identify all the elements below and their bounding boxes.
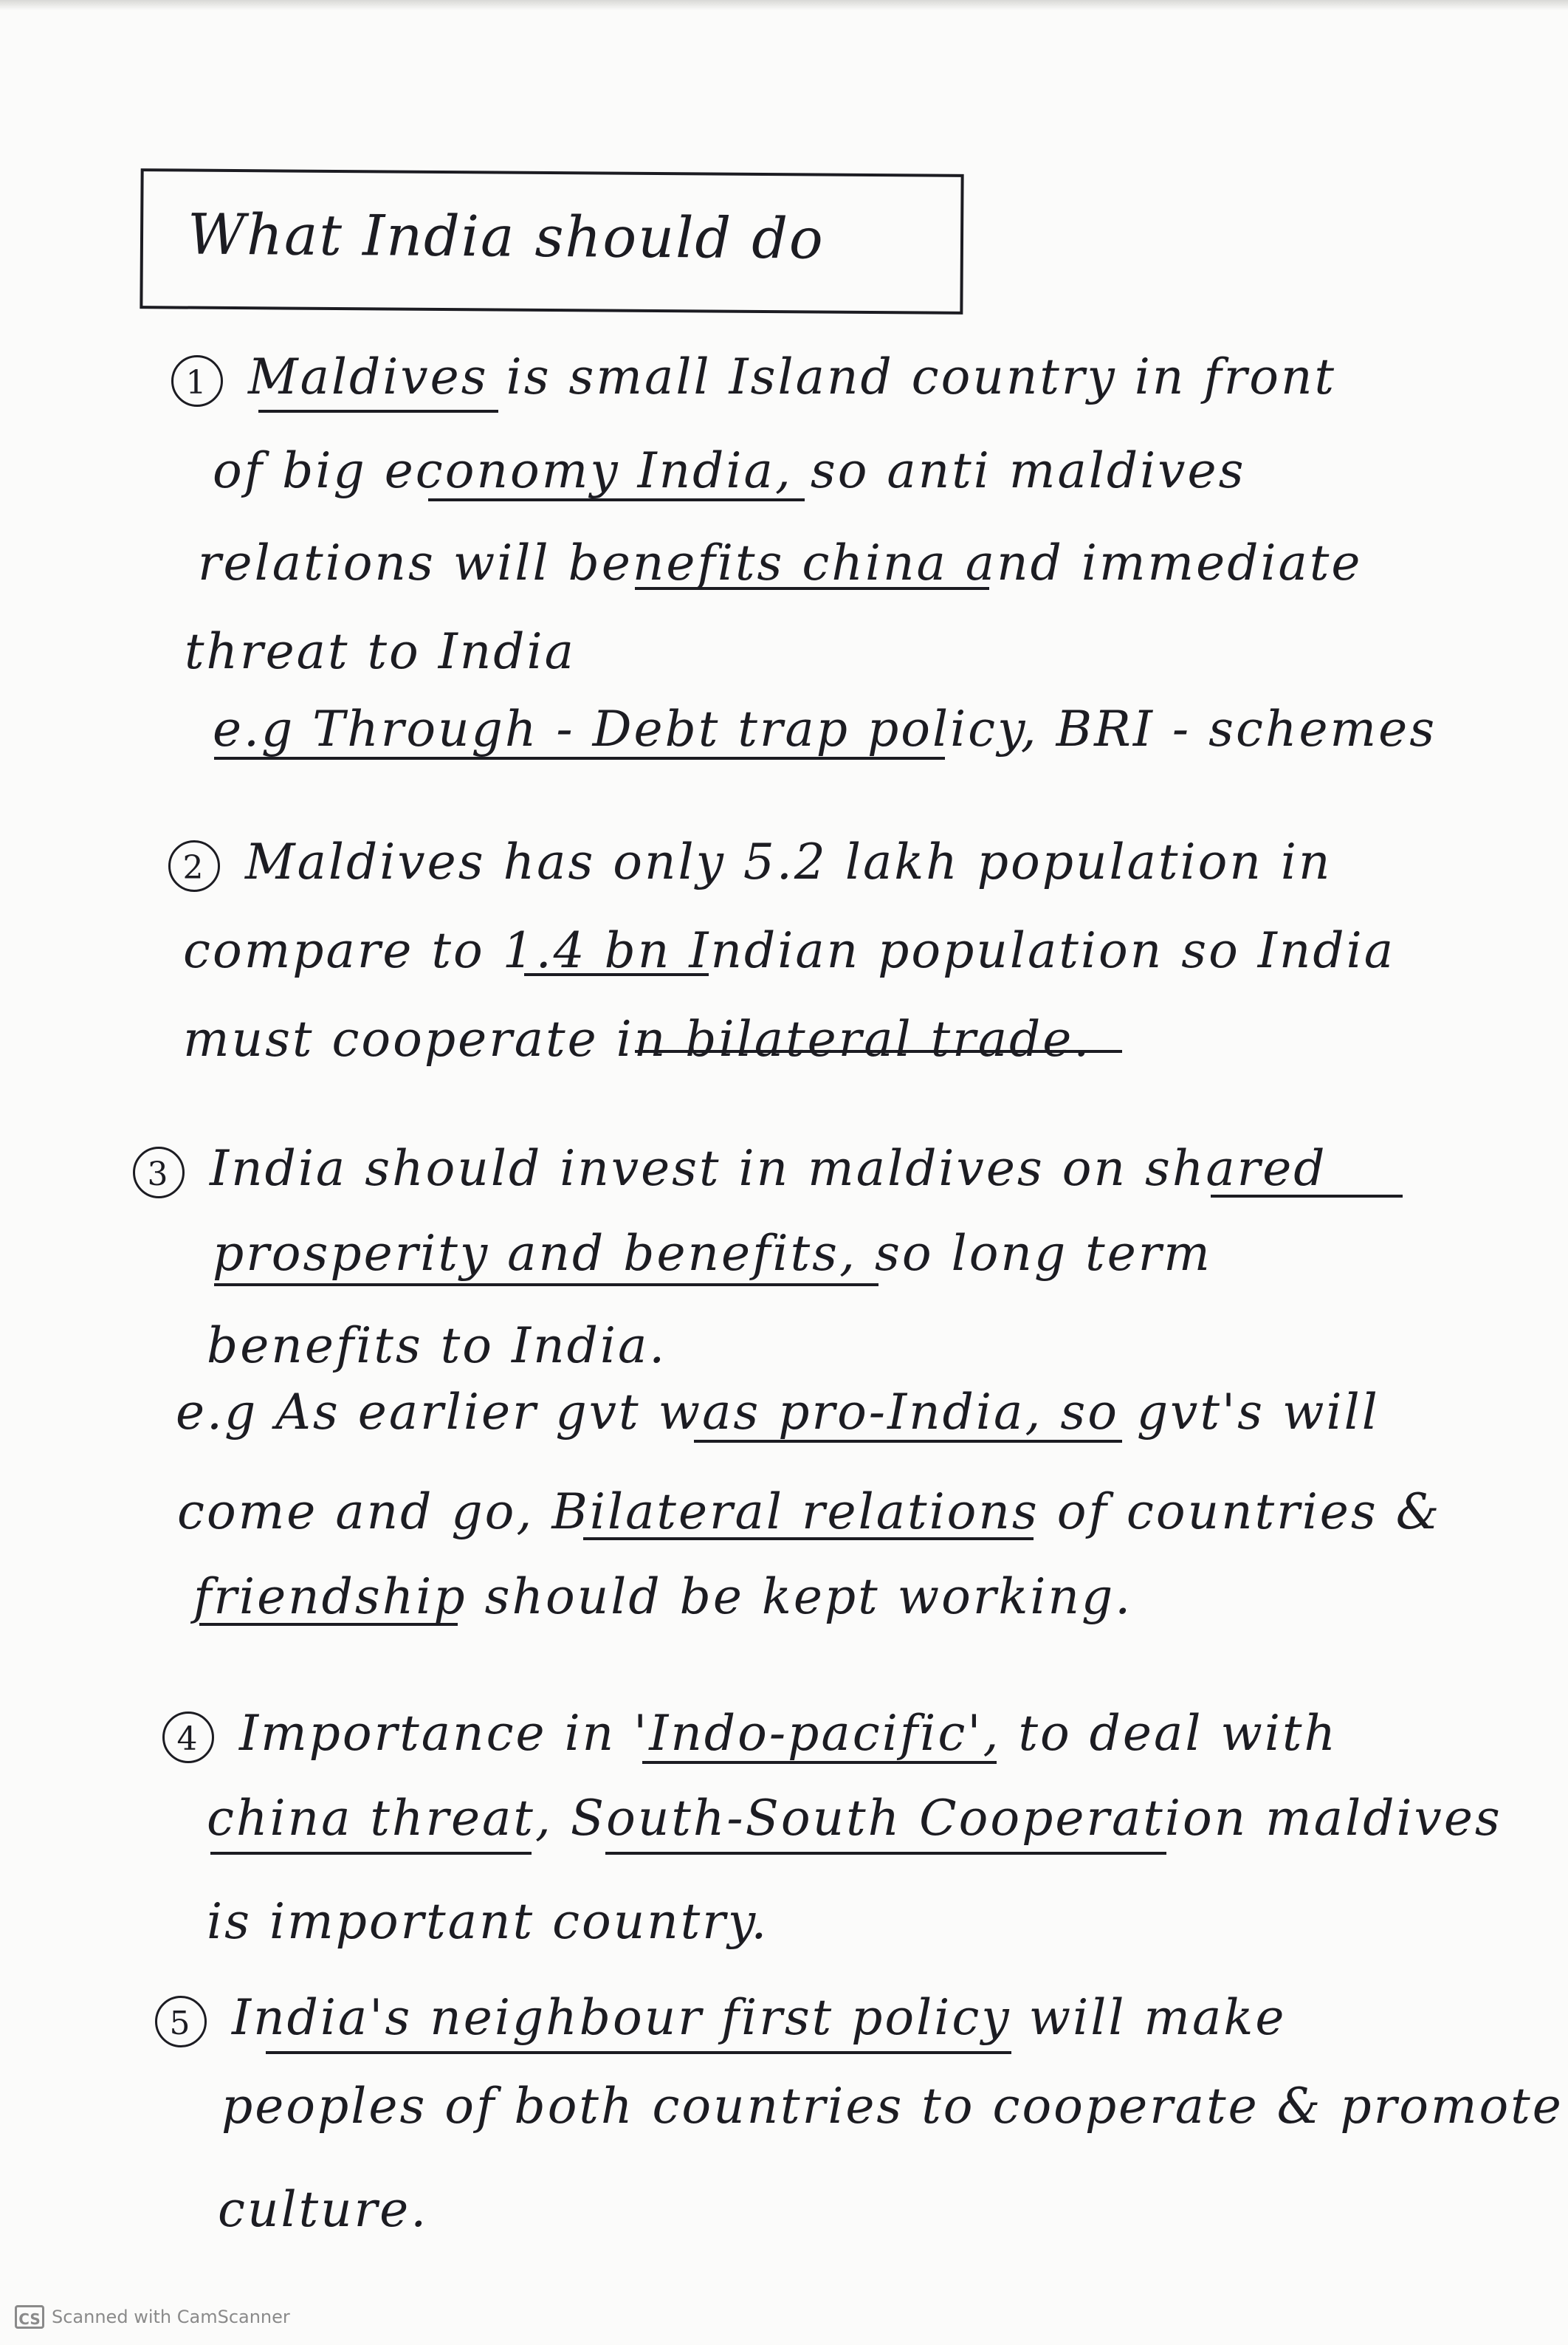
underline-indo-pacific	[642, 1761, 997, 1764]
underline-pro-india	[694, 1440, 1122, 1443]
watermark-text: Scanned with CamScanner	[52, 2307, 290, 2327]
point-4-line-2: china threat, South-South Cooperation maldives	[207, 1790, 1502, 1847]
scanner-watermark	[15, 2305, 290, 2329]
point-number-4: 4	[162, 1711, 214, 1763]
point-5-line-2: peoples of both countries to cooperate & promote	[221, 2078, 1564, 2135]
point-4-line-1	[162, 1705, 1338, 1763]
point-1-text-1: Maldives is small Island country in front	[248, 349, 1337, 405]
underline-maldives	[258, 410, 498, 413]
point-2-line-2: compare to 1.4 bn Indian population so India	[183, 922, 1396, 979]
underline-1-4-bn	[524, 973, 709, 976]
point-2-text-1: Maldives has only 5.2 lakh population in	[245, 834, 1333, 890]
point-4-text-1: Importance in 'Indo-pacific', to deal with	[239, 1705, 1338, 1762]
title-box	[140, 168, 963, 315]
point-5-line-1	[155, 1989, 1287, 2047]
underline-neighbour-first	[266, 2051, 1011, 2054]
underline-friendship	[199, 1623, 458, 1626]
point-5-line-3: culture.	[218, 2181, 429, 2238]
point-number-5: 5	[155, 1996, 207, 2047]
point-3-line-2: prosperity and benefits, so long term	[213, 1225, 1212, 1282]
page-top-edge	[0, 0, 1568, 10]
underline-south-south	[605, 1852, 1166, 1855]
point-5-text-1: India's neighbour first policy will make	[232, 1989, 1287, 2046]
point-1-line-3: relations will benefits china and immediate	[198, 535, 1363, 591]
page-title: What India should do	[187, 201, 825, 272]
underline-benefits-china	[635, 587, 989, 590]
underline-china-threat	[210, 1852, 532, 1855]
point-number-2: 2	[168, 840, 220, 892]
point-2-line-3: must cooperate in bilateral trade.	[183, 1011, 1092, 1068]
point-3-line-6: friendship should be kept working.	[193, 1568, 1133, 1625]
point-3-line-3: benefits to India.	[207, 1317, 667, 1374]
underline-example-1	[214, 757, 945, 760]
point-1-line-4: threat to India	[185, 623, 577, 680]
underline-bilateral-relations	[583, 1537, 1034, 1540]
point-1-line-1	[171, 349, 1337, 407]
underline-prosperity-benefits	[214, 1283, 878, 1286]
point-3-line-1	[133, 1140, 1327, 1198]
point-3-line-5: come and go, Bilateral relations of countries &	[177, 1483, 1442, 1540]
point-number-1: 1	[171, 355, 223, 407]
point-3-text-1: India should invest in maldives on shared	[210, 1140, 1327, 1197]
underline-bilateral-trade	[635, 1050, 1122, 1053]
underline-big-economy	[428, 498, 805, 501]
underline-shared	[1211, 1195, 1403, 1198]
point-1-line-2: of big economy India, so anti maldives	[213, 442, 1246, 499]
point-3-line-4: e.g As earlier gvt was pro-India, so gvt's will	[176, 1384, 1380, 1441]
point-4-line-3: is important country.	[207, 1893, 769, 1950]
point-2-line-1	[168, 834, 1333, 892]
point-1-line-5: e.g Through - Debt trap policy, BRI - schemes	[213, 701, 1437, 758]
camscanner-logo-icon: CS	[15, 2305, 44, 2329]
point-number-3: 3	[133, 1147, 185, 1198]
